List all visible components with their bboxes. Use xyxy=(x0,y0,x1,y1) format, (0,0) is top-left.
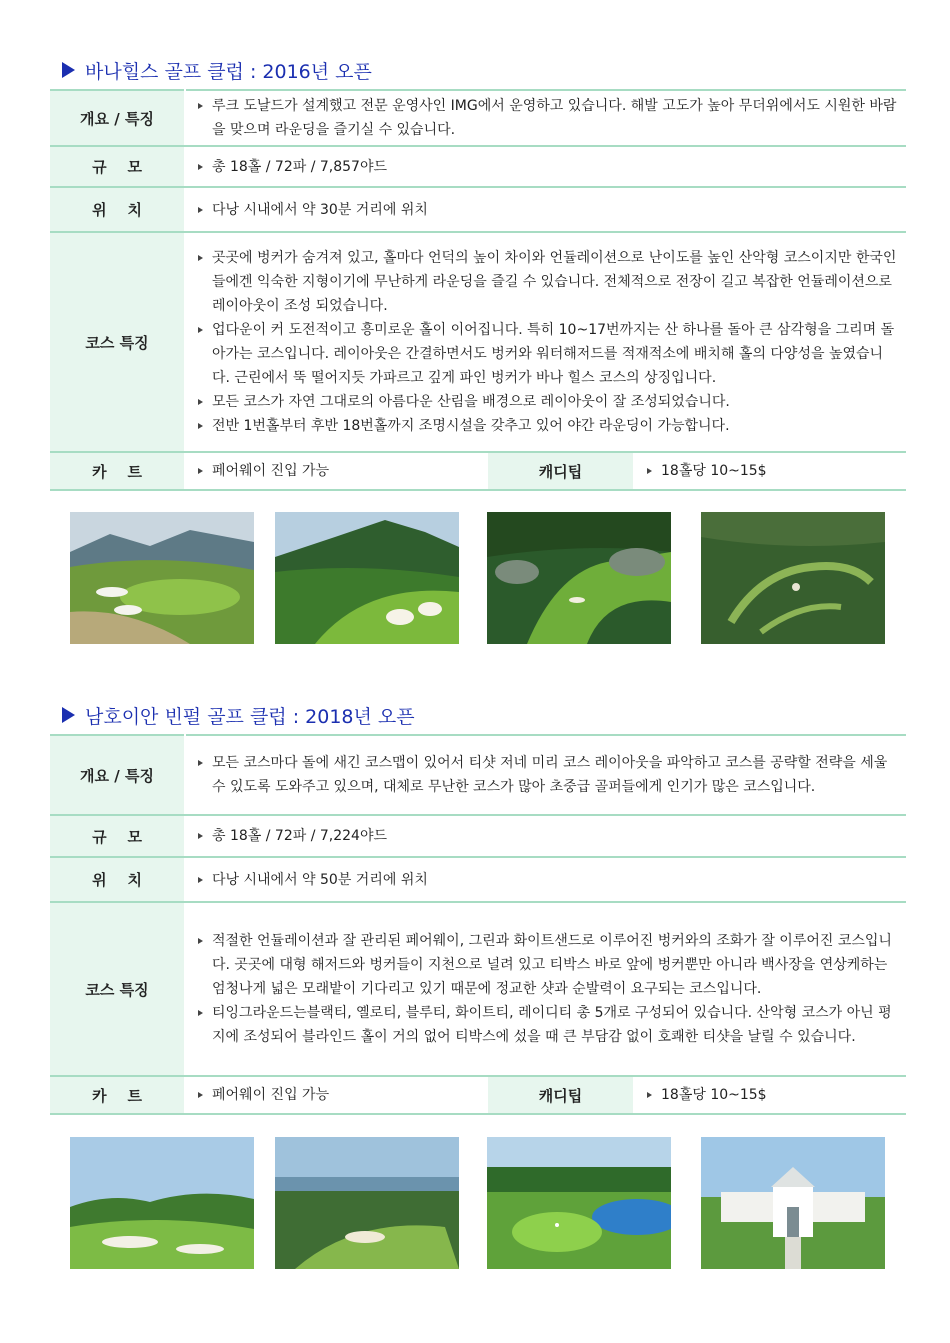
section-title-text: 남호이안 빈펄 골프 클럽 : 2018년 오픈 xyxy=(85,705,415,728)
golf-course-photo xyxy=(487,1137,671,1269)
row-cart xyxy=(50,1076,906,1114)
label-cart: 카 트 xyxy=(50,452,185,490)
triangle-bullet-icon xyxy=(62,62,75,78)
golf-course-photo xyxy=(275,512,459,644)
label-course: 코스 특징 xyxy=(50,232,185,452)
label-scale: 규 모 xyxy=(50,815,185,857)
info-table xyxy=(50,734,906,1115)
list-item: 페어웨이 진입 가능 xyxy=(196,1083,478,1107)
row-cart xyxy=(50,452,906,490)
list-item: 루크 도날드가 설계했고 전문 운영사인 IMG에서 운영하고 있습니다. 해발 고도가 높아 무더위에서도 시원한 바람을 맞으며 라운딩을 즐기실 수 있습니다. xyxy=(196,94,898,142)
clubhouse-photo xyxy=(701,1137,885,1269)
club-section-1 xyxy=(50,53,906,491)
row-scale xyxy=(50,815,906,857)
row-scale xyxy=(50,146,906,187)
row-overview xyxy=(50,90,906,146)
golf-course-photo xyxy=(701,512,885,644)
label-overview: 개요 / 특징 xyxy=(50,90,185,146)
list-item: 모든 코스가 자연 그대로의 아름다운 산림을 배경으로 레이아웃이 잘 조성되었습니다. xyxy=(196,390,898,414)
row-location xyxy=(50,857,906,902)
row-course xyxy=(50,902,906,1076)
list-item: 18홀당 10~15$ xyxy=(645,459,898,483)
list-item: 곳곳에 벙커가 숨겨져 있고, 홀마다 언덕의 높이 차이와 언듈레이션으로 난이도를 높인 산악형 코스이지만 한국인들에겐 익숙한 지형이기에 무난하게 라운딩을 즐길 수 있습니다. 전체적으로 전장이 길고 복잡한 언듈레이션으로 레이아웃이 조성 되었습니다. xyxy=(196,246,898,318)
golf-course-photo xyxy=(487,512,671,644)
triangle-bullet-icon xyxy=(62,707,75,723)
label-overview: 개요 / 특징 xyxy=(50,735,185,815)
golf-course-photo xyxy=(70,1137,254,1269)
list-item: 모든 코스마다 돌에 새긴 코스맵이 있어서 티샷 저네 미리 코스 레이아웃을 파악하고 코스를 공략할 전략을 세울 수 있도록 도와주고 있으며, 대체로 무난한 코스가 많아 초중급 골퍼들에게 인기가 많은 코스입니다. xyxy=(196,751,898,799)
section-title-text: 바나힐스 골프 클럽 : 2016년 오픈 xyxy=(85,60,372,83)
label-course: 코스 특징 xyxy=(50,902,185,1076)
list-item: 다낭 시내에서 약 30분 거리에 위치 xyxy=(196,198,898,222)
golf-course-photo xyxy=(70,512,254,644)
list-item: 페어웨이 진입 가능 xyxy=(196,459,478,483)
label-scale: 규 모 xyxy=(50,146,185,187)
row-location xyxy=(50,187,906,232)
list-item: 다낭 시내에서 약 50분 거리에 위치 xyxy=(196,868,898,892)
label-cart: 카 트 xyxy=(50,1076,185,1114)
list-item: 티잉그라운드는블랙티, 옐로티, 블루티, 화이트티, 레이디티 총 5개로 구성되어 있습니다. 산악형 코스가 아닌 평지에 조성되어 블라인드 홀이 거의 없어 티박스에 섰을 때 큰 부담감 없이 호쾌한 티샷을 날릴 수 있습니다. xyxy=(196,1001,898,1049)
label-caddie-tip: 캐디팁 xyxy=(487,1076,634,1114)
row-overview xyxy=(50,735,906,815)
section-title xyxy=(50,53,906,87)
list-item: 업다운이 커 도전적이고 흥미로운 홀이 이어집니다. 특히 10~17번까지는 산 하나를 돌아 큰 삼각형을 그리며 돌아가는 코스입니다. 레이아웃은 간결하면서도 벙커와 워터해저드를 적재적소에 배치해 홀의 다양성을 높였습니다. 근린에서 뚝 떨어지듯 가파르고 깊게 파인 벙커가 바나 힐스 코스의 상징입니다. xyxy=(196,318,898,390)
list-item: 총 18홀 / 72파 / 7,224야드 xyxy=(196,824,898,848)
list-item: 적절한 언듈레이션과 잘 관리된 페어웨이, 그린과 화이트샌드로 이루어진 벙커와의 조화가 잘 이루어진 코스입니다. 곳곳에 대형 해저드와 벙커들이 지천으로 널려 있고 티박스 바로 앞에 벙커뿐만 아니라 백사장을 연상케하는 엄청나게 넓은 모래밭이 기다리고 있기 때문에 정교한 샷과 순발력이 요구되는 코스입니다. xyxy=(196,929,898,1001)
list-item: 총 18홀 / 72파 / 7,857야드 xyxy=(196,155,898,179)
list-item: 18홀당 10~15$ xyxy=(645,1083,898,1107)
list-item: 전반 1번홀부터 후반 18번홀까지 조명시설을 갖추고 있어 야간 라운딩이 가능합니다. xyxy=(196,414,898,438)
section-title xyxy=(50,698,906,732)
label-caddie-tip: 캐디팁 xyxy=(487,452,634,490)
label-location: 위 치 xyxy=(50,857,185,902)
label-location: 위 치 xyxy=(50,187,185,232)
row-course xyxy=(50,232,906,452)
golf-course-photo xyxy=(275,1137,459,1269)
club-section-2 xyxy=(50,698,906,1115)
info-table xyxy=(50,89,906,491)
